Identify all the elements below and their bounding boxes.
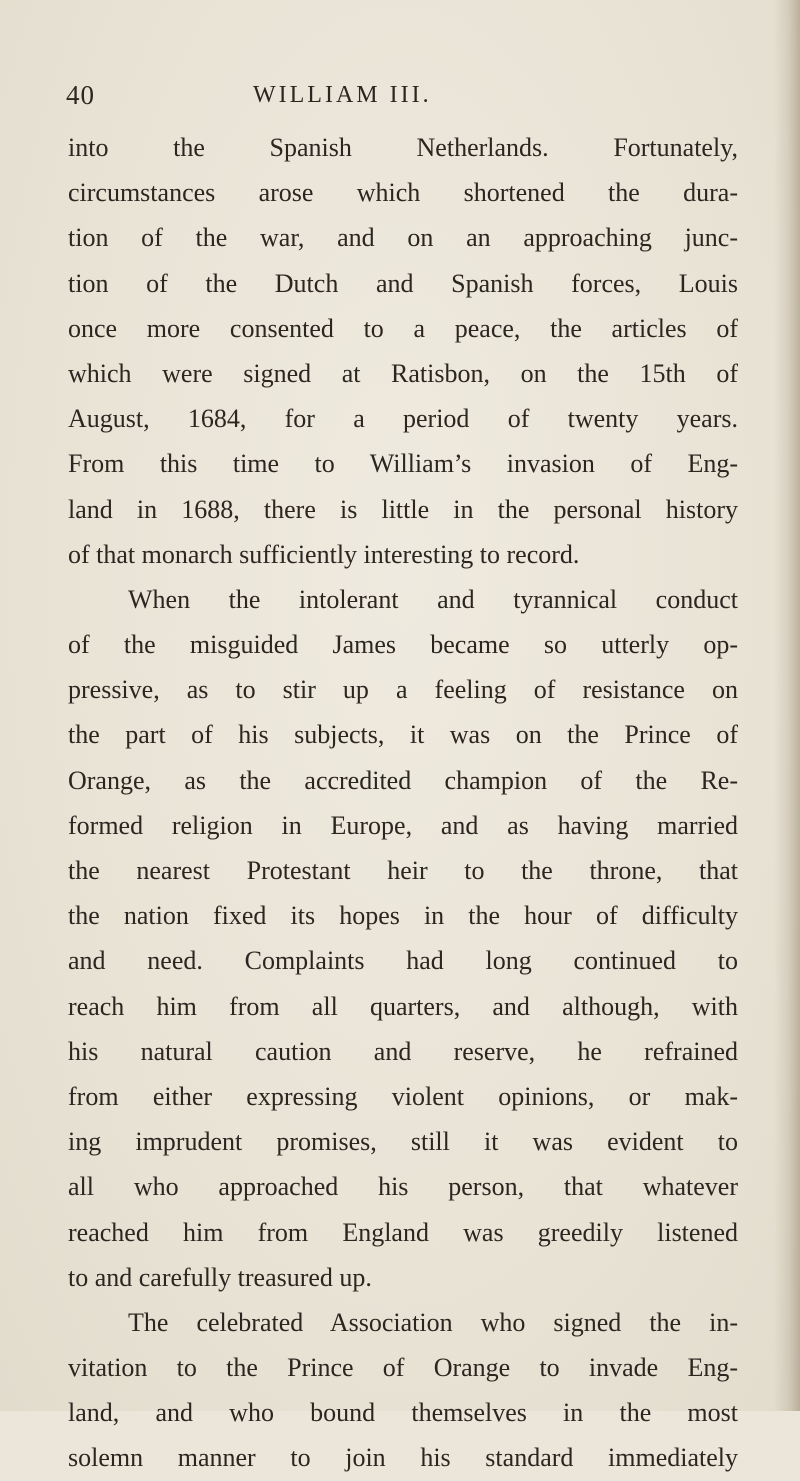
text-line: which were signed at Ratisbon, on the 15th of [68, 358, 738, 388]
paragraph [68, 125, 738, 577]
text-line: circumstances arose which shortened the dura- [68, 178, 738, 208]
text-line: the nearest Protestant heir to the throne, that [68, 856, 738, 885]
text-line: Orange, as the accredited champion of the Re- [68, 765, 738, 795]
text-line: the part of his subjects, it was on the Prince of [68, 720, 738, 750]
text-line: and need. Complaints had long continued to [68, 946, 738, 976]
text-line: August, 1684, for a period of twenty years. [68, 404, 738, 434]
text-line: pressive, as to stir up a feeling of resistance on [68, 675, 738, 705]
page-edge-shadow [774, 0, 800, 1411]
text-line: to and carefully treasured up. [68, 1262, 372, 1292]
text-line: reached him from England was greedily listened [68, 1217, 738, 1247]
paragraph [68, 577, 738, 1300]
text-line: tion of the Dutch and Spanish forces, Louis [68, 268, 738, 298]
text-line: tion of the war, and on an approaching junc- [68, 223, 738, 253]
text-line: land in 1688, there is little in the personal history [68, 494, 738, 524]
text-line: the nation fixed its hopes in the hour of difficulty [68, 901, 738, 931]
text-line: formed religion in Europe, and as having married [68, 810, 738, 840]
page-header [0, 80, 800, 120]
text-line: From this time to William’s invasion of Eng- [68, 449, 738, 479]
text-line: The celebrated Association who signed the in- [128, 1307, 738, 1337]
text-line: reach him from all quarters, and although, with [68, 991, 738, 1021]
page-number: 40 [66, 80, 95, 110]
text-line: once more consented to a peace, the articles of [68, 313, 738, 343]
body-text [68, 125, 738, 1481]
text-line: his natural caution and reserve, he refrained [68, 1036, 738, 1066]
text-line: When the intolerant and tyrannical conduct [128, 584, 738, 614]
text-line: of that monarch sufficiently interesting to record. [68, 539, 580, 569]
text-line: from either expressing violent opinions, or mak- [68, 1081, 738, 1111]
paragraph [68, 1300, 738, 1481]
text-line: all who approached his person, that whatever [68, 1172, 738, 1202]
text-line: into the Spanish Netherlands. Fortunately, [68, 133, 738, 162]
text-line: land, and who bound themselves in the most [68, 1398, 738, 1428]
text-line: ing imprudent promises, still it was evident to [68, 1127, 738, 1157]
running-head: WILLIAM III. [253, 82, 432, 108]
text-line: of the misguided James became so utterly op- [68, 630, 738, 660]
text-line: vitation to the Prince of Orange to invade Eng- [68, 1353, 738, 1383]
text-line: solemn manner to join his standard immediately [68, 1443, 738, 1473]
